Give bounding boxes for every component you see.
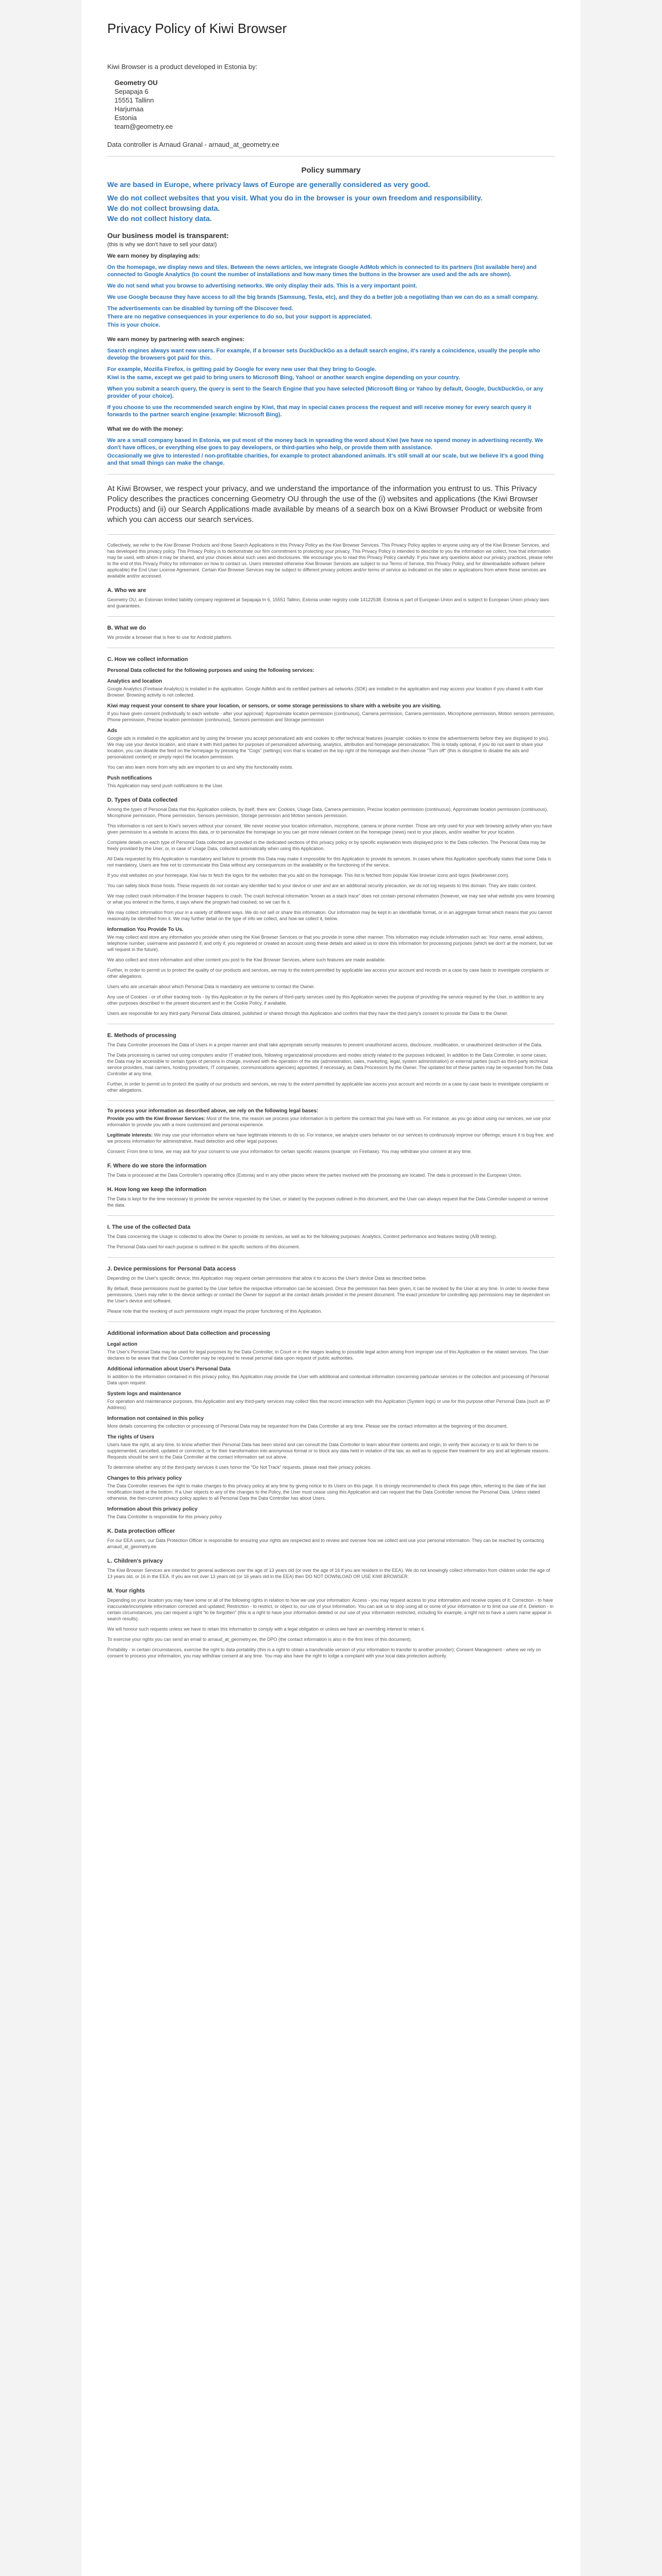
- section-text: The Data Controller processes the Data of Users in a proper manner and shall take appropriate security measures to prevent unauthorized access, disclosure, modification, or unauthorized destruction of the Data.: [107, 1042, 542, 1047]
- divider: [107, 1321, 555, 1322]
- section-subheading: Personal Data collected for the following purposes and using the following services:: [107, 668, 315, 673]
- section-subheading: Kiwi may request your consent to share your location, or sensors, or some storage permissions to share with a website you are visiting.: [107, 703, 441, 709]
- section-text: This Application may send push notifications to the User.: [107, 783, 224, 788]
- section-text: Geometry OU, an Estonian limited liability company registered at Sepapaja tn 6, 15551 Tallinn, Estonia under registry code 14122538. Estonia is part of European Union and is subject to European Union privacy laws and guarantees.: [107, 597, 549, 608]
- company-line: 15551 Tallinn: [114, 96, 154, 104]
- ads-head: We earn money by displaying ads:: [107, 253, 201, 259]
- section-text: We may collect crash information if the browser happens to crash. The crash technical information "known as a stack trace" does not contain personal information (however, we may see what website you were browsing or what you entered in the forms, it says where the program had crashed, so we can fix it.: [107, 893, 555, 905]
- company-line: Estonia: [114, 114, 137, 122]
- intro-text: Kiwi Browser is a product developed in Estonia by:: [107, 63, 258, 71]
- section-heading: E. Methods of processing: [107, 1032, 176, 1039]
- section-heading: H. How long we keep the information: [107, 1187, 207, 1193]
- search-paragraph: When you submit a search query, the query is sent to the Search Engine that you have selected (Microsoft Bing or Yahoo by default, Google, DuckDuckGo, or any provider of your choice).: [107, 386, 543, 399]
- section-heading: K. Data protection officer: [107, 1528, 175, 1534]
- company-name: Geometry OU: [114, 79, 158, 87]
- section-text: We provide a browser that is free to use for Android platform.: [107, 635, 233, 640]
- section-subheading: Ads: [107, 728, 117, 734]
- ads-paragraph: This is your choice.: [107, 322, 160, 328]
- section-text: Depending on your location you may have some or all of the following rights in relation to how we use your information: Access - you may request access to your information and receive copies of it; Correction - to have inaccurate/incomplete information corrected and updated; Restriction - to restrict, or object to, our use of your information. You can ask us to stop using all or some of your information or to limit our use of it. Deletion - in certain circumstances, you can request a right "to be forgotten" (this is a right to have your information deleted or our use of your information restricted, including for example, a right not to have a users name appear in search results).: [107, 1598, 554, 1621]
- company-line: Harjumaa: [114, 105, 144, 113]
- search-paragraph: Kiwi is the same, except we get paid to bring users to Microsoft Bing, Yahoo! or another search engine depending on your country.: [107, 375, 460, 381]
- money-paragraph: We are a small company based in Estonia, we put most of the money back in spreading the word about Kiwi (we have no spend money in advertising recently. We don't have offices, or everything else goes to pay developers, or third-parties who help, or provide them with assistance.: [107, 437, 543, 451]
- summary-point: We do not collect history data.: [107, 214, 212, 223]
- search-paragraph: Search engines always want new users. For example, if a browser sets DuckDuckGo as a default search engine, it's rarely a coincidence, usually the people who develop the browsers got paid for this.: [107, 348, 540, 361]
- section-text: All Data requested by this Application is mandatory and failure to provide this Data may make it impossible for this Application to provide its services. In cases where this Application specifically states that some Data is not mandatory, Users are free not to communicate this Data without any consequences on the availability or the functioning of the service.: [107, 856, 551, 868]
- data-controller: Data controller is Arnaud Granal - arnaud_at_geometry.ee: [107, 141, 279, 148]
- ads-paragraph: On the homepage, we display news and tiles. Between the news articles, we integrate Google AdMob which is connected to its partners (list available here) and connected to Google Analytics (to count the number of installations and how many times the buttons in the browser are used and the ads are shown).: [107, 264, 537, 278]
- section-text: Complete details on each type of Personal Data collected are provided in the dedicated sections of this privacy policy or by specific explanation texts displayed prior to the Data collection. The Personal Data may be freely provided by the User, or, in case of Usage Data, collected automatically when using this Application.: [107, 840, 546, 851]
- section-text: To exercise your rights you can send an email to arnaud_at_geometry.ee, the DPO (the contact information is also in the first lines of this document).: [107, 1637, 412, 1642]
- search-head: We earn money by partnering with search engines:: [107, 336, 245, 343]
- section-text: This information is not sent to Kiwi's servers without your consent. We never receive your location information, microphone, camera or phone number. Those are only used for your web browsing activity when you have given permission to a website to access this data, or to personalize the homepage so you can get more relevant content on the homepage (news) next to your places, and/or weather for your location.: [107, 823, 552, 835]
- summary-point: We do not collect websites that you visit. What you do in the browser is your own freedom and responsibility.: [107, 194, 483, 202]
- section-heading: M. Your rights: [107, 1588, 145, 1594]
- section-text: The Data Controller reserves the right to make changes to this privacy policy at any time by giving notice to its Users on this page. It is strongly recommended to check this page often, referring to the date of the last modification listed at the bottom. If a User objects to any of the changes to the Policy, the User must cease using this Application and can request that the Data Controller remove the Personal Data. Unless stated otherwise, the then-current privacy policy applies to all Personal Data the Data Controller has about Users.: [107, 1483, 546, 1501]
- money-head: What we do with the money:: [107, 426, 184, 432]
- section-subheading: Legal action: [107, 1342, 138, 1347]
- section-subheading: Push notifications: [107, 775, 152, 781]
- section-text: Depending on the User's specific device, this Application may request certain permissions that allow it to access the User's device Data as described below.: [107, 1276, 427, 1281]
- section-text: For operation and maintenance purposes, this Application and any third-party services may collect files that record interaction with this Application (System logs) or use for this purpose other Personal Data (such as IP Address).: [107, 1399, 550, 1410]
- ads-paragraph: The advertisements can be disabled by turning off the Discover feed.: [107, 306, 293, 312]
- search-paragraph: If you choose to use the recommended search engine by Kiwi, that may in special cases process the request and will receive money for every search query it forwards to the partner search engine (example: Microsoft Bing).: [107, 404, 532, 418]
- divider: [107, 1257, 555, 1258]
- page-title: Privacy Policy of Kiwi Browser: [107, 21, 287, 36]
- section-heading: I. The use of the collected Data: [107, 1224, 191, 1230]
- section-text: You can safely block those hosts. These requests do not contain any identifier tied to your device or user and are an additional security precaution, we do not log requests to this domain. They are static content.: [107, 883, 537, 888]
- section-text: Google Analytics (Firebase Analytics) is installed in the application. Google AdMob and its certified partners ad networks (SDK) are installed in the application and may access your location if you shared it with Kiwi Browser. Browsing activity is not collected.: [107, 686, 543, 698]
- section-text: Consent: From time to time, we may ask for your consent to use your information for certain specific reasons (example: on Firebase). You may withdraw your consent at any time.: [107, 1149, 472, 1154]
- section-text: By default, these permissions must be granted by the User before the respective information can be accessed. Once the permission has been given, it can be revoked by the User at any time. In order to revoke these permissions, Users may refer to the device settings or contact the Owner for support at the contact details provided in the present document. The exact procedure for controlling app permissions may be dependent on the User's device and software.: [107, 1286, 550, 1303]
- section-subheading: Information about this privacy policy: [107, 1506, 198, 1512]
- section-text: For our EEA users, our Data Protection Officer is responsible for ensuring your rights are respected and to review and oversee how we collect and use your personal information. They can be reached by contacting arnaud_at_geometry.ee.: [107, 1538, 544, 1549]
- section-text: The Data is processed at the Data Controller's operating office (Estonia) and in any other places where the parties involved with the processing are located. The data is processed in the European Union.: [107, 1173, 522, 1178]
- summary-point: We are based in Europe, where privacy laws of Europe are generally considered as very good.: [107, 180, 431, 189]
- section-text: We also collect and store information and other content you post to the Kiwi Browser Services, where such features are made available.: [107, 957, 386, 962]
- section-subheading: Information not contained in this policy: [107, 1416, 204, 1421]
- section-text: We may collect and store any information you provide when using the Kiwi Browser Services or that you provide in some other manner. This information may include information such as: Your name, email address, telephone number, username and password if, and only if, you registered or created an account using these details and asked us to store this information for processing purposes (which we don't at the moment, but we will request in the future).: [107, 935, 553, 952]
- section-text: Legitimate interests: We may use your information where we have legitimate interests to do so. For instance, we analyze users behavior on our services to continuously improve our offerings; ensure it is bug free; and we process information for administrative, fraud detection and other legal purposes.: [107, 1132, 554, 1144]
- business-head: Our business model is transparent:: [107, 231, 229, 240]
- section-subheading: System logs and maintenance: [107, 1391, 181, 1397]
- section-text: The Personal Data used for each purpose is outlined in the specific sections of this document.: [107, 1244, 300, 1249]
- section-subheading: The rights of Users: [107, 1434, 155, 1440]
- section-text: We will honour such requests unless we have to retain this information to comply with a legal obligation or unless we have an overriding interest to retain it.: [107, 1626, 425, 1632]
- legal-paragraph: Collectively, we refer to the Kiwi Browser Products and those Search Applications in this Privacy Policy as the Kiwi Browser Services. This Privacy Policy applies to anyone using any of the Kiwi Browser Services, and has developed this privacy policy. This Privacy Policy is to demonstrate our firm commitment to protecting your privacy. This Privacy Policy is intended to describe to you the information we collect, how that information may be used, with whom it may be shared, and your choices about such uses and disclosures. We encourage you to read this Privacy Policy carefully. If you have any questions about our privacy practices, please refer to the end of this Privacy Policy for information on how to contact us. Users interested otherwise Kiwi Browser Services are subject to our Terms of Service, this Privacy Policy, and for downloadable software (where applicable) the End User License Agreement. Certain Kiwi Browser Services may be subject to different privacy policies and/or terms of service as indicated on the sites or applications from where those services are available and/or accessed.: [107, 543, 554, 579]
- section-heading: J. Device permissions for Personal Data access: [107, 1266, 236, 1272]
- summary-title: Policy summary: [301, 166, 361, 175]
- section-text: The Kiwi Browser Services are intended for general audiences over the age of 13 years old (or over the age of 16 if you are resident in the EEA). We do not knowingly collect information from children under the age of 13 years old, or 16 in the EEA. If you are not over 13 years old (or 16 years old in the EEA) then DO NOT DOWNLOAD OR USE KIWI BROWSER.: [107, 1568, 550, 1579]
- section-text: The Data is kept for the time necessary to provide the service requested by the User, or stated by the purposes outlined in this document, and the User can always request that the Data Controller suspend or remove the data.: [107, 1196, 548, 1208]
- ads-paragraph: We do not send what you browse to advertising networks. We only display their ads. This is a very important point.: [107, 283, 418, 289]
- ads-paragraph: There are no negative consequences in your experience to do so, but your support is appreciated.: [107, 314, 372, 320]
- section-text: Please note that the revoking of such permissions might impact the proper functioning of this Application.: [107, 1309, 322, 1314]
- company-address: [107, 78, 555, 131]
- section-text: The Data processing is carried out using computers and/or IT enabled tools, following organizational procedures and modes strictly related to the purposes indicated. In addition to the Data Controller, in some cases, the Data may be accessible to certain types of persons in charge, involved with the operation of the site (administration, sales, marketing, legal, system administration) or external parties (such as third-party technical service providers, mail carriers, hosting providers, IT companies, communications agencies) appointed, if necessary, as Data Processors by the Owner. The updated list of these parties may be requested from the Data Controller at any time.: [107, 1053, 553, 1076]
- summary-point: We do not collect browsing data.: [107, 204, 220, 212]
- section-text: The Data Controller is responsible for this privacy policy.: [107, 1514, 223, 1519]
- section-heading: C. How we collect information: [107, 656, 188, 663]
- section-text: The Data concerning the Usage is collected to allow the Owner to provide its services, as well as for the following purposes: Analytics, Content performance and features testing (A/B testing).: [107, 1234, 497, 1239]
- section-heading: F. Where do we store the information: [107, 1163, 207, 1169]
- section-text: Provide you with the Kiwi Browser Services: Most of the time, the reason we process your information is to perform the contract that you have with us. For instance, as you go about using our services, we use your information to provide you with a more customized and personal experience.: [107, 1116, 551, 1127]
- section-text: Among the types of Personal Data that this Application collects, by itself, there are: Cookies, Usage Data, Camera permission, Precise location permission (continuous), Approximate location permission (continuous), Microphone permission, Phone permission, Sensors permission, Storage permission and Motion sensors permission.: [107, 807, 548, 818]
- divider: [107, 1215, 555, 1216]
- section-text: To determine whether any of the third-party services it uses honor the "Do Not Track" requests, please read their privacy policies.: [107, 1465, 372, 1470]
- section-subheading: Additional information about User's Personal Data: [107, 1366, 231, 1372]
- section-subheading: Analytics and location: [107, 679, 162, 684]
- lead-paragraph: At Kiwi Browser, we respect your privacy, and we understand the importance of the information you entrust to us. This Privacy Policy describes the practices concerning Geometry OU through the use of the (i) websites and applications (the Kiwi Browser Products) and (ii) our Search Applications made available by means of a search box on a Kiwi Browser Product or website from which you can access our search services.: [107, 484, 542, 524]
- divider: [107, 1100, 555, 1101]
- section-subheading: Information You Provide To Us.: [107, 927, 184, 933]
- section-heading: D. Types of Data collected: [107, 797, 178, 803]
- divider: [107, 156, 555, 157]
- section-heading: B. What we do: [107, 625, 146, 631]
- section-text: You can also learn more from why ads are important to us and why this functionality exists.: [107, 765, 293, 770]
- section-text: Users are responsible for any third-party Personal Data obtained, published or shared through this Application and confirm that they have the third party's consent to provide the Data to the Owner.: [107, 1011, 508, 1016]
- company-line: Sepapaja 6: [114, 88, 148, 95]
- section-subheading: To process your information as described above, we rely on the following legal bases:: [107, 1108, 319, 1114]
- section-text: We may collect information from your in a variety of different ways. We do not sell or share this information. Our information may be kept in an identifiable format, or in an aggregate format which means that you cannot reasonably be identified from it. We may further detail on the type of info we collect, and how we collect it, below.: [107, 910, 552, 921]
- ads-paragraph: We use Google because they have access to all the big brands (Samsung, Tesla, etc), and they do a better job a negotiating than we can do as a small company.: [107, 294, 539, 300]
- section-text: Users who are uncertain about which Personal Data is mandatory are welcome to contact the Owner.: [107, 984, 315, 989]
- section-text: Portability - in certain circumstances, exercise the right to data portability (this is a right to obtain a transferable version of your information to transfer to another provider); Consent Management - where we rely on consent to process your information, you may withdraw consent at any time. You may also have the right to lodge a complaint with your local data protection authority.: [107, 1647, 541, 1658]
- section-heading: Additional information about Data collection and processing: [107, 1330, 270, 1336]
- business-sub: (this is why we don't have to sell your data!): [107, 242, 217, 248]
- section-text: More details concerning the collection or processing of Personal Data may be requested from the Data Controller at any time. Please see the contact information at the beginning of this document.: [107, 1423, 508, 1429]
- section-text: Google ads is installed in the application and by using the browser you accept personalized ads and cookies to offer technical features (example: cookies to know the advertisements before they are displayed to you). We may use your device location, and share it with third parties for purposes of personalized advertising, analytics, attribution and homepage personalization. This is totally optional, if you do not want to share your location, you can disable the feed on the homepage by pressing the "Cogs" (settings) icon that is located on the top right of the homepage and then choose "Turn off" (this is disruptive to disable the ads and personalized content) or simply reject the location permission.: [107, 736, 550, 759]
- company-email[interactable]: team@geometry.ee: [114, 123, 173, 130]
- money-paragraph: Occasionally we give to interested / non-profitable charities, for example to protect abandoned animals. It's still small at our scale, but we believe it's a good thing and that small things can make the change.: [107, 453, 544, 466]
- section-text: If you have given consent (individually to each website - after your approval): Approximate location permission (continuous), Camera permission, Camera permission, Microphone permission, Motion sensors permission, Phone permission, Precise location permission (continuous), Sensors permission and Storage permission: [107, 711, 555, 722]
- section-heading: A. Who we are: [107, 587, 146, 594]
- search-paragraph: For example, Mozilla Firefox, is getting paid by Google for every new user that they bring to Google.: [107, 366, 376, 372]
- section-subheading: Changes to this privacy policy: [107, 1476, 182, 1481]
- section-text: If you visit websites on your homepage, Kiwi has to fetch the logos for the websites that you add on the homepage. This list is fetched from popular Kiwi browser icons and logos (kiwibrowser.com).: [107, 873, 509, 878]
- divider: [107, 534, 555, 535]
- section-text: Any use of Cookies - or of other tracking tools - by this Application or by the owners of third-party services used by this Application serves the purpose of providing the service required by the User, in addition to any other purposes described in the present document and in the Cookie Policy, if available.: [107, 994, 544, 1006]
- section-text: In addition to the information contained in this privacy policy, this Application may provide the User with additional and contextual information concerning particular services or the collection and processing of Personal Data upon request.: [107, 1374, 549, 1385]
- section-text: Further, in order to permit us to protect the quality of our products and services, we may to the extent permitted by applicable law access your account and records on a case by case basis to investigate complaints or other allegations.: [107, 1081, 549, 1093]
- section-heading: L. Children's privacy: [107, 1558, 163, 1564]
- divider: [107, 616, 555, 617]
- section-text: Further, in order to permit us to protect the quality of our products and services, we may to the extent permitted by applicable law access your account and records on a case by case basis to investigate complaints or other allegations.: [107, 968, 549, 979]
- section-text: The User's Personal Data may be used for legal purposes by the Data Controller, in Court or in the stages leading to possible legal action arising from improper use of this Application or the related services. The User declares to be aware that the Data Controller may be required to reveal personal data upon request of public authorities.: [107, 1349, 549, 1361]
- section-text: Users have the right, at any time, to know whether their Personal Data has been stored and can consult the Data Controller to learn about their contents and origin, to verify their accuracy or to ask for them to be supplemented, cancelled, updated or corrected, or for their transformation into anonymous format or to block any data held in violation of the law, as well as to oppose their treatment for any and all legitimate reasons. Requests should be sent to the Data Controller at the contact information set out above.: [107, 1442, 550, 1460]
- policy-page: [81, 0, 581, 2576]
